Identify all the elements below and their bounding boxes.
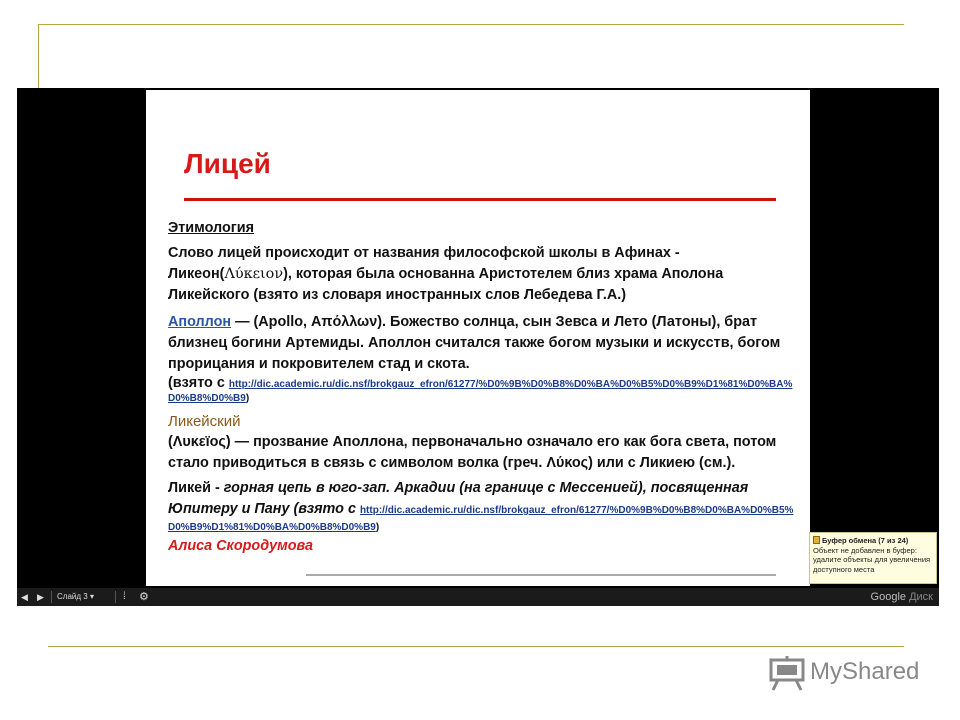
presentation-board-icon	[768, 656, 806, 692]
gear-icon[interactable]: ⚙	[139, 591, 149, 603]
prev-slide-icon[interactable]: ◀	[21, 592, 28, 602]
clipboard-title: Буфер обмена (7 из 24)	[822, 536, 909, 545]
apollon-link[interactable]: Аполлон	[168, 314, 232, 330]
slide-canvas	[146, 90, 810, 586]
bottom-divider	[306, 574, 776, 576]
toolbar-separator	[115, 591, 116, 603]
greek-word: Λύκειον	[224, 266, 284, 282]
google-drive-logo: Google Диск	[870, 591, 933, 603]
paragraph-likeisky: (Λυκεïος) — прозвание Аполлона, первоначально означало его как бога света, потом стало приводиться в связь с символом волка (греч. Λύκος) или с Ликиею (см.).	[168, 434, 777, 471]
chevron-down-icon: ▾	[89, 592, 94, 601]
source-line-1: (взято с http://dic.academic.ru/dic.nsf/brokgauz_efron/61277/%D0%9B%D0%B8%D0%BA%D0%B5%D0%B9%D1%81%D0%BA%D0%B8%D0%B9)	[168, 375, 793, 404]
viewer-toolbar	[17, 588, 939, 606]
author-name: Алиса Скородумова	[168, 538, 314, 554]
clipboard-message: Объект не добавлен в буфер: удалите объекты для увеличения доступного места	[813, 545, 931, 574]
next-slide-icon[interactable]: ▶	[37, 592, 44, 602]
title-underline	[184, 198, 776, 201]
frame-left-line	[38, 24, 39, 88]
presentation-viewer	[17, 88, 939, 606]
menu-icon[interactable]: ⁞	[123, 591, 126, 602]
paragraph-apollo: Аполлон — (Apollo, Απόλλων). Божество солнца, сын Зевса и Лето (Латоны), брат близнец богини Артемиды. Аполлон считался также богом музыки и искусств, богом прорицания и покровителем стад и скота.	[168, 314, 781, 372]
frame-bottom-line	[48, 646, 904, 647]
etymology-heading: Этимология	[168, 220, 254, 236]
clipboard-notification[interactable]	[809, 532, 937, 584]
slide-title: Лицей	[184, 148, 271, 179]
paragraph-lyceum-origin: Слово лицей происходит от названия философской школы в Афинах - Ликеон(Λύκειον), которая была основанна Аристотелем близ храма Аполона Ликейского (взято из словаря иностранных слов Лебедева Г.А.)	[168, 245, 724, 303]
toolbar-separator	[51, 591, 52, 603]
likeisky-heading: Ликейский	[168, 413, 241, 430]
myshared-brand	[768, 656, 920, 692]
brand-name: MyShared	[810, 658, 920, 685]
clipboard-icon	[813, 536, 820, 544]
frame-top-line	[38, 24, 904, 25]
source-link-1[interactable]: http://dic.academic.ru/dic.nsf/brokgauz_efron/61277/%D0%9B%D0%B8%D0%BA%D0%B5%D0%B9%D1%81%D0%BA%D0%B8%D0%B9	[168, 379, 793, 404]
slide-selector-button[interactable]: Слайд 3 ▾	[57, 592, 94, 601]
paragraph-likei: Ликей - горная цепь в юго-зап. Аркадии (на границе с Мессенией), посвященная Юпитеру и Пану (взято с http://dic.academic.ru/dic.nsf/brokgauz_efron/61277/%D0%9B%D0%B8%D0%BA%D0%B5%D0%B9%D1%81%D0%BA%D0%B8%D0%B9)	[168, 480, 794, 533]
source-link-2[interactable]: http://dic.academic.ru/dic.nsf/brokgauz_efron/61277/%D0%9B%D0%B8%D0%BA%D0%B5%D0%B9%D1%81%D0%BA%D0%B8%D0%B9	[168, 505, 794, 533]
slide-body	[168, 218, 798, 557]
